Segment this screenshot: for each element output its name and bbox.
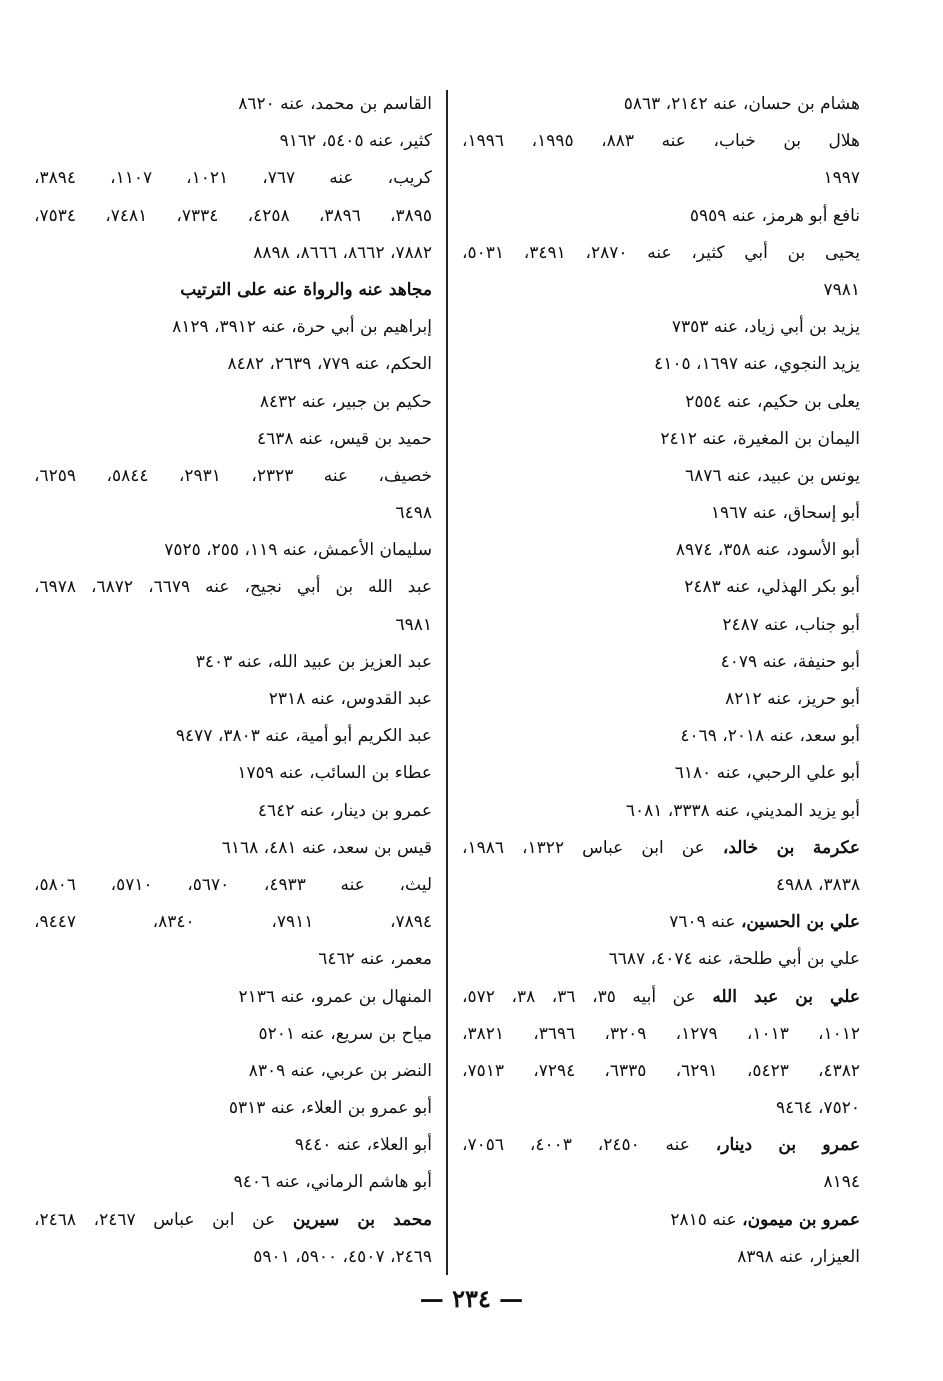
index-column-right [462,86,860,1276]
entry-text: عن ابن عباس ١٣٢٢، ١٩٨٦، [462,837,723,858]
entry-text: العيزار، عنه ٨٣٩٨ [737,1246,860,1267]
entry-text: كريب، عنه ٧٦٧، ١٠٢١، ١١٠٧، ٣٨٩٤، [34,168,432,189]
entry-text: عبد الله بن أبي نجيح، عنه ٦٦٧٩، ٦٨٧٢، ٦٩٧٨، [34,577,432,598]
column-divider [446,90,448,1275]
entry-text: ١٩٩٧ [823,168,860,189]
entry-text: أبو يزيد المديني، عنه ٣٣٣٨، ٦٠٨١ [625,800,860,821]
entry-text: ١٠١٢، ١٠١٣، ١٢٧٩، ٣٢٠٩، ٣٦٩٦، ٣٨٢١، [462,1023,860,1044]
index-entry-line [34,309,432,346]
entry-text: يزيد النجوي، عنه ١٦٩٧، ٤١٠٥ [654,354,860,375]
entry-text: عنه ٢٨١٥ [670,1209,743,1230]
entry-text: الحكم، عنه ٧٧٩، ٢٦٣٩، ٨٤٨٢ [227,354,432,375]
entry-text: أبو هاشم الرماني، عنه ٩٤٠٦ [233,1172,432,1193]
entry-text: عمرو بن دينار، عنه ٤٦٤٢ [257,800,432,821]
index-entry-line [34,532,432,569]
index-entry-line [34,160,432,197]
entry-text: ٧٨٨٢، ٨٦٦٢، ٨٦٦٦، ٨٨٩٨ [253,242,432,263]
index-entry-line [34,867,432,904]
index-entry-line [34,1016,432,1053]
entry-text: علي بن أبي طلحة، عنه ٤٠٧٤، ٦٦٨٧ [608,949,860,970]
entry-heading: علي بن عبد الله [712,986,860,1007]
index-entry-line [462,346,860,383]
index-entry-line [34,1164,432,1201]
entry-text: إبراهيم بن أبي حرة، عنه ٣٩١٢، ٨١٢٩ [172,317,432,338]
index-entry-line [462,198,860,235]
entry-text: ٣٨٩٥، ٣٨٩٦، ٤٢٥٨، ٧٣٣٤، ٧٤٨١، ٧٥٣٤، [34,205,432,226]
entry-text: يحيى بن أبي كثير، عنه ٢٨٧٠، ٣٤٩١، ٥٠٣١، [462,242,860,263]
index-entry-line [462,1016,860,1053]
page-number: — ٢٣٤ — [419,1284,524,1313]
entry-text: هشام بن حسان، عنه ٢١٤٢، ٥٨٦٣ [623,94,860,114]
entry-text: يعلى بن حكيم، عنه ٢٥٥٤ [685,391,860,412]
entry-text: عنه ٢٤٥٠، ٤٠٠٣، ٧٠٥٦، [462,1135,716,1156]
entry-text: ٢٤٦٩، ٤٥٠٧، ٥٩٠٠، ٥٩٠١ [253,1246,432,1267]
index-entry-line [462,235,860,272]
index-entry-line [34,198,432,235]
index-entry-line [34,718,432,755]
entry-text: خصيف، عنه ٢٣٢٣، ٢٩٣١، ٥٨٤٤، ٦٢٥٩، [34,465,432,486]
index-entry-line [462,458,860,495]
index-entry-line [462,86,860,123]
entry-text: عنه ٧٦٠٩ [669,912,741,933]
entry-text: أبو عمرو بن العلاء، عنه ٥٣١٣ [228,1098,432,1119]
index-entry-line [34,1239,432,1276]
entry-text: القاسم بن محمد، عنه ٨٦٢٠ [238,94,432,114]
index-entry-line [34,495,432,532]
entry-text: ٦٩٨١ [395,614,432,635]
entry-text: ليث، عنه ٤٩٣٣، ٥٦٧٠، ٥٧١٠، ٥٨٠٦، [34,874,432,895]
entry-heading: عكرمة بن خالد، [722,837,860,858]
index-entry-line [462,793,860,830]
index-entry-line [34,458,432,495]
entry-text: عطاء بن السائب، عنه ١٧٥٩ [237,763,432,784]
index-entry-line [34,272,432,309]
entry-heading: علي بن الحسين، [740,912,860,933]
index-entry-line [462,309,860,346]
entry-heading: عمرو بن ميمون، [742,1209,860,1230]
index-entry-line [462,607,860,644]
entry-text: معمر، عنه ٦٤٦٢ [318,949,432,970]
entry-heading: محمد بن سيرين [292,1209,432,1230]
index-entry-line [34,793,432,830]
entry-text: أبو بكر الهذلي، عنه ٢٤٨٣ [684,577,860,598]
index-entry-line [462,532,860,569]
index-entry-line [462,1239,860,1276]
entry-text: يونس بن عبيد، عنه ٦٨٧٦ [685,465,860,486]
entry-text: أبو حنيفة، عنه ٤٠٧٩ [720,651,860,672]
entry-text: عبد القدوس، عنه ٢٣١٨ [268,689,432,709]
index-entry-line [462,495,860,532]
entry-text: يزيد بن أبي زياد، عنه ٧٣٥٣ [671,317,860,338]
entry-text: نافع أبو هرمز، عنه ٥٩٥٩ [689,205,860,226]
index-entry-line [34,904,432,941]
index-entry-line [462,904,860,941]
index-entry-line [462,569,860,606]
index-column-left [34,86,432,1276]
entry-text: أبو علي الرحبي، عنه ٦١٨٠ [674,763,860,784]
entry-text: ٧٥٢٠، ٩٤٦٤ [776,1098,860,1119]
index-entry-line [462,160,860,197]
entry-text: أبو سعد، عنه ٢٠١٨، ٤٠٦٩ [680,726,860,747]
index-entry-line [462,867,860,904]
index-entry-line [34,569,432,606]
index-entry-line [34,384,432,421]
entry-text: هلال بن خباب، عنه ٨٨٣، ١٩٩٥، ١٩٩٦، [462,131,860,152]
index-entry-line [462,1127,860,1164]
index-entry-line [462,384,860,421]
index-entry-line [34,607,432,644]
entry-text: المنهال بن عمرو، عنه ٢١٣٦ [238,986,432,1007]
entry-text: مياح بن سريع، عنه ٥٢٠١ [258,1023,432,1044]
entry-text: حميد بن قيس، عنه ٤٦٣٨ [256,428,432,449]
index-entry-line [462,421,860,458]
index-entry-line [34,681,432,718]
entry-text: أبو إسحاق، عنه ١٩٦٧ [710,503,860,524]
entry-text: ٧٨٩٤، ٧٩١١، ٨٣٤٠، ٩٤٤٧، [34,912,432,933]
index-entry-line [34,1202,432,1239]
index-entry-line [462,718,860,755]
entry-text: عن ابن عباس ٢٤٦٧، ٢٤٦٨، [34,1209,293,1230]
entry-text: النضر بن عربي، عنه ٨٣٠٩ [248,1060,432,1081]
index-entry-line [462,1090,860,1127]
entry-text: سليمان الأعمش، عنه ١١٩، ٢٥٥، ٧٥٢٥ [164,540,432,561]
index-entry-line [34,1053,432,1090]
index-entry-line [462,941,860,978]
index-entry-line [34,235,432,272]
entry-text: ٧٩٨١ [823,279,860,300]
index-entry-line [34,941,432,978]
entry-text: عبد الكريم أبو أمية، عنه ٣٨٠٣، ٩٤٧٧ [175,726,432,747]
index-entry-line [34,755,432,792]
entry-text: عبد العزيز بن عبيد الله، عنه ٣٤٠٣ [195,651,432,672]
index-entry-line [34,1090,432,1127]
entry-text: اليمان بن المغيرة، عنه ٢٤١٢ [660,428,860,449]
index-entry-line [462,979,860,1016]
entry-text: ٨١٩٤ [823,1172,860,1193]
index-entry-line [34,86,432,123]
index-entry-line [462,1053,860,1090]
entry-text: حكيم بن جبير، عنه ٨٤٣٢ [259,391,432,412]
index-entry-line [34,830,432,867]
entry-text: كثير، عنه ٥٤٠٥، ٩١٦٢ [279,131,432,152]
index-entry-line [34,979,432,1016]
index-entry-line [462,681,860,718]
entry-text: قيس بن سعد، عنه ٤٨١، ٦١٦٨ [221,837,432,858]
entry-text: أبو جناب، عنه ٢٤٨٧ [722,614,860,635]
entry-text: عن أبيه ٣٥، ٣٦، ٣٨، ٥٧٢، [462,986,713,1007]
index-entry-line [462,1202,860,1239]
entry-text: ٦٤٩٨ [395,503,432,524]
index-entry-line [462,1164,860,1201]
entry-text: ٤٣٨٢، ٥٤٢٣، ٦٢٩١، ٦٣٣٥، ٧٢٩٤، ٧٥١٣، [462,1060,860,1081]
entry-text: أبو العلاء، عنه ٩٤٤٠ [294,1135,432,1156]
index-entry-line [462,123,860,160]
index-entry-line [34,421,432,458]
index-entry-line [462,755,860,792]
index-entry-line [34,123,432,160]
entry-text: أبو حريز، عنه ٨٢١٢ [725,689,860,709]
index-entry-line [34,346,432,383]
index-entry-line [34,1127,432,1164]
entry-heading: مجاهد عنه والرواة عنه على الترتيب [180,279,432,300]
index-entry-line [462,272,860,309]
index-entry-line [462,830,860,867]
entry-heading: عمرو بن دينار، [715,1135,860,1156]
index-entry-line [34,644,432,681]
entry-text: ٣٨٣٨، ٤٩٨٨ [776,874,860,895]
index-entry-line [462,644,860,681]
entry-text: أبو الأسود، عنه ٣٥٨، ٨٩٧٤ [675,540,860,561]
